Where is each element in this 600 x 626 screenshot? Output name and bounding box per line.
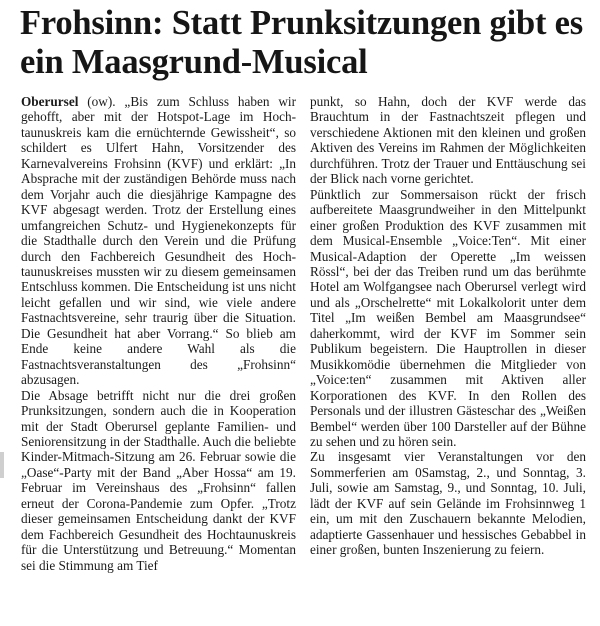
article-headline: Frohsinn: Statt Prunksitzungen gibt es ein Maasgrund-Musical <box>20 4 584 81</box>
article-paragraph: Die Absage betrifft nicht nur die drei großen Prunksitzungen, sondern auch die in Kooperation mit der Stadt Oberursel geplante Familien- und Seniorensitzung in der Stadthalle. Auch die beliebte Kinder-Mitmach-Sitzung am 26. Februar sowie die „Oase“-Party mit der Band „Aber Hossa“ am 19. Februar im Vereinshaus des „Frohsinn“ fallen erneut der Corona-Pandemie zum Opfer. „Trotz dieser gemeinsamen Entscheidung dankt der KVF dem Fachbereich Gesundheit des Hochtaunuskreis für die Unterstützung und Betreuung.“ Momentan sei die Stimmung am Tief <box>21 387 296 573</box>
article-paragraph: punkt, so Hahn, doch der KVF werde das Brauchtum in der Fastnachtszeit pflegen und verschiedene Aktionen mit den kleinen und großen Aktiven des Vereins im Rahmen der Möglichkeiten durchführen. Trotz der Trauer und Enttäuschung sei der Blick nach vorne gerichtet. <box>310 94 586 187</box>
article-paragraph <box>21 94 296 388</box>
article-column-left <box>21 94 296 573</box>
article-byline: Oberursel <box>21 94 79 109</box>
page-edge-mark <box>0 452 4 478</box>
article-paragraph: Zu insgesamt vier Veranstaltungen vor den Sommerferien am 0Samstag, 2., und Sonntag, 3. Juli, sowie am Samstag, 9., und Sonntag, 10. Juli, lädt der KVF auf sein Gelände im Frohsinnweg 1 ein, um mit den Zuschauern bekannte Melodien, adaptierte Gassenhauer und hessisches Gebabbel in einer großen, bunten Inszenierung zu feiern. <box>310 449 586 558</box>
article-column-right <box>310 94 586 558</box>
article-paragraph: Pünktlich zur Sommersaison rückt der frisch aufbereitete Maasgrundweiher in den Mittelpunkt einer großen Produktion des KVF zusammen mit dem Musical-Ensemble „Voice:Ten“. Mit einer Musical-Adaption der Operette „Im weissen Rössl“, bei der das Treiben rund um das berühmte Hotel am Wolfgangsee nach Oberursel verlegt wird und als „Orschelrette“ mit Lokalkolorit unter dem Titel „Im weißen Bembel am Maasgrundsee“ daherkommt, wird der KVF im Sommer sein Publikum begeistern. Die Hauptrollen in dieser Musikkomödie übernehmen die Mitglieder von „Voice:ten“ zusammen mit Aktiven aller Korporationen des KVF. In den Rollen des Personals und der illustren Gästeschar des „Weißen Bembel“ werden über 100 Darsteller auf der Bühne zu sehen und zu hören sein. <box>310 186 586 449</box>
article-paragraph-text: (ow). „Bis zum Schluss haben wir gehofft, aber mit der Hotspot-Lage im Hochtaunuskreis kam die ernüchternde Gewissheit“, so schildert es Ulfert Hahn, Vorsitzender des Karnevalvereins Frohsinn (KVF) und erklärt: „In Absprache mit der zuständigen Behörde muss nach dem Vorjahr auch die diesjährige Kampagne des KVF abgesagt werden. Trotz der Erstellung eines umfangreichen Schutz- und Hygienekonzepts für die Stadthalle durch den Verein und die Prüfung durch den Fachbereich Gesundheit des Hochtaunuskreises mussten wir zu diesem gemeinsamen Entschluss kommen. Die Entscheidung ist uns nicht leicht gefallen und wir sind, wie viele andere Fastnachtsvereine, sehr traurig über die Situation. Die Gesundheit hat aber Vorrang.“ So blieb am Ende keine andere Wahl als die Fastnachtsveranstaltungen des „Frohsinn“ abzusagen. <box>21 94 296 388</box>
